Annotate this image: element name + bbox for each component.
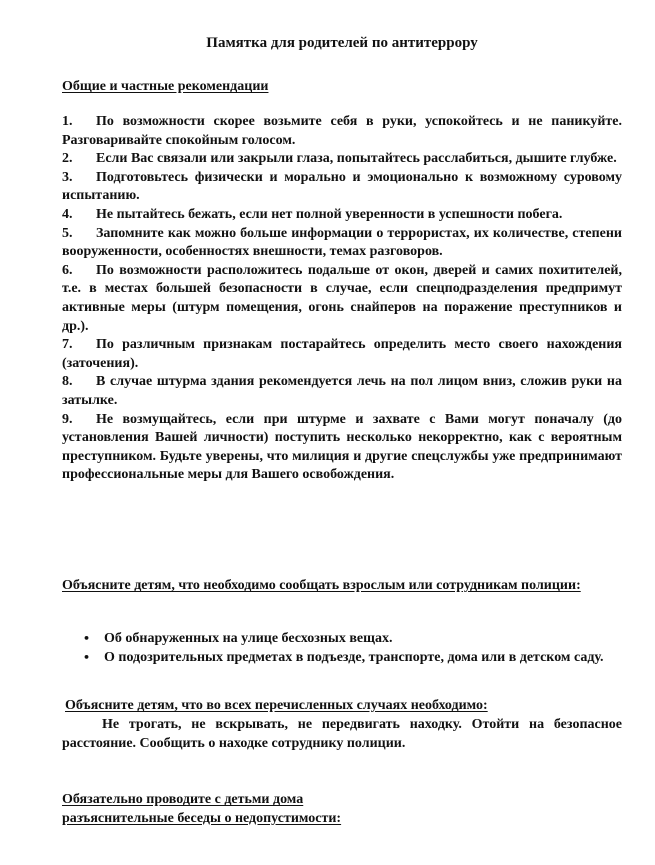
item-number: 3. — [62, 169, 73, 185]
report-items-list — [62, 630, 622, 667]
instructions-paragraph: Не трогать, не вскрывать, не передвигать находку. Отойти на безопасное расстояние. Сообщить о находке сотруднику полиции. — [62, 717, 622, 751]
item-text: В случае штурма здания рекомендуется лечь на пол лицом вниз, сложив руки на затылке. — [62, 374, 622, 408]
section-heading-home-talks — [62, 791, 622, 828]
item-text: Не пытайтесь бежать, если нет полной уверенности в успешности побега. — [96, 206, 563, 222]
item-number: 6. — [62, 262, 73, 278]
recommendations-list — [62, 113, 622, 485]
item-number: 5. — [62, 225, 73, 241]
item-text: По возможности расположитесь подальше от окон, дверей и самих похитителей, т.е. в местах большей безопасности в случае, если спецподразделения предпримут активные меры (штурм помещения, огонь снайперов на поражение преступников и др.). — [62, 262, 622, 334]
item-number: 9. — [62, 411, 73, 427]
list-item — [62, 649, 622, 668]
heading-line-2: разъяснительные беседы о недопустимости: — [62, 810, 342, 826]
recommendation-item — [62, 411, 622, 485]
bullet-icon: • — [83, 650, 91, 664]
list-item-text: О подозрительных предметах в подъезде, транспорте, дома или в детском саду. — [104, 649, 604, 665]
item-text: По различным признакам постарайтесь определить место своего нахождения (заточения). — [62, 337, 622, 371]
heading-line-1: Обязательно проводите с детьми дома — [62, 792, 304, 807]
item-text: Подготовьтесь физически и морально и эмоционально к возможному суровому испытанию. — [62, 169, 622, 204]
list-item-text: Об обнаруженных на улице бесхозных вещах. — [104, 631, 393, 646]
recommendation-item — [62, 113, 622, 150]
recommendation-item — [62, 373, 622, 410]
item-number: 2. — [62, 151, 73, 167]
recommendation-item — [62, 336, 622, 373]
item-text: Не возмущайтесь, если при штурме и захвате с Вами могут поначалу (до установления Вашей личности) поступить несколько некорректно, как с вероятным преступником. Будьте уверены, что милиция и другие спецслужбы уже предпринимают профессиональные меры для Вашего освобождения. — [62, 411, 622, 483]
section-heading-general-recommendations: Общие и частные рекомендации — [62, 79, 269, 94]
recommendation-item — [62, 150, 622, 169]
document-title: Памятка для родителей по антитеррору — [206, 35, 478, 51]
item-text: По возможности скорее возьмите себя в руки, успокойтесь и не паникуйте. Разговаривайте спокойным голосом. — [62, 114, 622, 148]
section-heading-what-to-do: Объясните детям, что во всех перечисленных случаях необходимо: — [65, 698, 488, 713]
list-item — [62, 630, 622, 649]
item-number: 8. — [62, 374, 73, 390]
item-text: Запомните как можно больше информации о террористах, их количестве, степени вооруженности, особенностях внешности, темах разговоров. — [62, 225, 622, 260]
recommendation-item — [62, 169, 622, 206]
item-number: 7. — [62, 337, 73, 353]
section-heading-report-to-adults: Объясните детям, что необходимо сообщать взрослым или сотрудникам полиции: — [62, 578, 581, 593]
recommendation-item — [62, 225, 622, 262]
item-number: 1. — [62, 114, 73, 129]
recommendation-item — [62, 206, 622, 225]
item-text: Если Вас связали или закрыли глаза, попытайтесь расслабиться, дышите глубже. — [96, 151, 617, 167]
recommendation-item — [62, 262, 622, 336]
item-number: 4. — [62, 206, 73, 222]
bullet-icon: • — [83, 632, 91, 645]
